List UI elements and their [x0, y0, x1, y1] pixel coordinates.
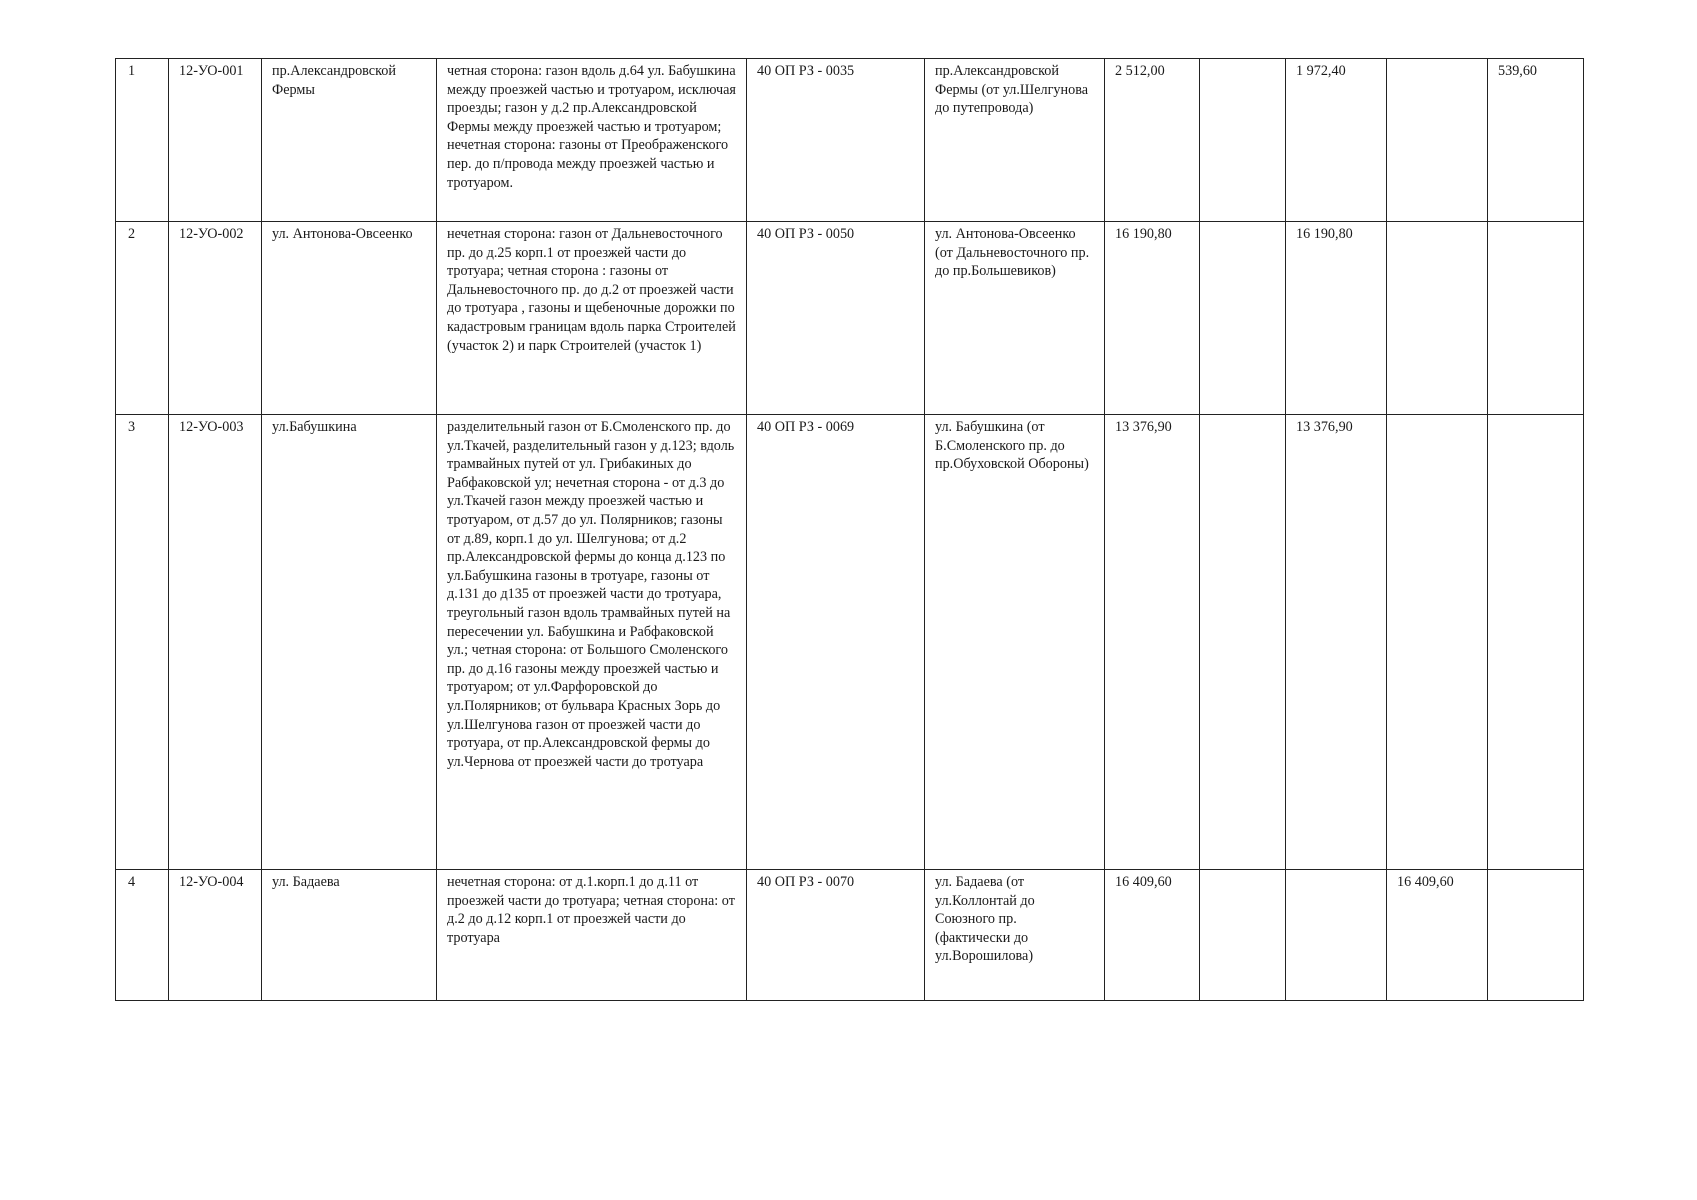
value-cell-col8 [1200, 870, 1286, 1001]
street-name-cell: ул. Антонова-Овсеенко [262, 222, 437, 415]
street-name-cell: пр.Александровской Фермы [262, 59, 437, 222]
road-id-cell: 40 ОП РЗ - 0069 [747, 415, 925, 870]
total-area-cell: 16 409,60 [1105, 870, 1200, 1001]
value-cell-col9: 1 972,40 [1286, 59, 1387, 222]
value-cell-col9: 16 190,80 [1286, 222, 1387, 415]
value-cell-col10: 16 409,60 [1387, 870, 1488, 1001]
row-number-cell: 4 [116, 870, 169, 1001]
road-id-cell: 40 ОП РЗ - 0050 [747, 222, 925, 415]
road-name-cell: ул. Бадаева (от ул.Коллонтай до Союзного пр. (фактически до ул.Ворошилова) [925, 870, 1105, 1001]
object-code-cell: 12-УО-001 [169, 59, 262, 222]
road-name-cell: пр.Александровской Фермы (от ул.Шелгунова до путепровода) [925, 59, 1105, 222]
object-code-cell: 12-УО-004 [169, 870, 262, 1001]
total-area-cell: 16 190,80 [1105, 222, 1200, 415]
value-cell-col10 [1387, 59, 1488, 222]
table-row [116, 870, 1584, 1001]
road-name-cell: ул. Антонова-Овсеенко (от Дальневосточного пр. до пр.Большевиков) [925, 222, 1105, 415]
street-name-cell: ул. Бадаева [262, 870, 437, 1001]
value-cell-col9 [1286, 870, 1387, 1001]
area-description-cell: нечетная сторона: газон от Дальневосточного пр. до д.25 корп.1 от проезжей части до тротуара; четная сторона : газоны от Дальневосточного пр. до д.2 от проезжей части до тротуара , газоны и щебеночные дорожки по кадастровым границам вдоль парка Строителей (участок 2) и парк Строителей (участок 1) [437, 222, 747, 415]
value-cell-col9: 13 376,90 [1286, 415, 1387, 870]
document-page [115, 58, 1583, 1001]
green-zones-table [115, 58, 1584, 1001]
value-cell-col11 [1488, 870, 1584, 1001]
table-row [116, 222, 1584, 415]
area-description-cell: нечетная сторона: от д.1.корп.1 до д.11 от проезжей части до тротуара; четная сторона: от д.2 до д.12 корп.1 от проезжей части до тротуара [437, 870, 747, 1001]
value-cell-col11: 539,60 [1488, 59, 1584, 222]
road-name-cell: ул. Бабушкина (от Б.Смоленского пр. до пр.Обуховской Обороны) [925, 415, 1105, 870]
value-cell-col8 [1200, 59, 1286, 222]
total-area-cell: 2 512,00 [1105, 59, 1200, 222]
value-cell-col11 [1488, 222, 1584, 415]
row-number-cell: 3 [116, 415, 169, 870]
object-code-cell: 12-УО-002 [169, 222, 262, 415]
table-row [116, 415, 1584, 870]
area-description-cell: разделительный газон от Б.Смоленского пр. до ул.Ткачей, разделительный газон у д.123; вдоль трамвайных путей от ул. Грибакиных до Рабфаковской ул; нечетная сторона - от д.3 до ул.Ткачей газон между проезжей частью и тротуаром, от д.57 до ул. Полярников; газоны от д.89, корп.1 до ул. Шелгунова; от д.2 пр.Александровской фермы до конца д.123 по ул.Бабушкина газоны в тротуаре, газоны от д.131 до д135 от проезжей части до тротуара, треугольный газон вдоль трамвайных путей на пересечении ул. Бабушкина и Рабфаковской ул.; четная сторона: от Большого Смоленского пр. до д.16 газоны между проезжей частью и тротуаром; от ул.Фарфоровской до ул.Полярников; от бульвара Красных Зорь до ул.Шелгунова газон от проезжей части до тротуара, от пр.Александровской фермы до ул.Чернова от проезжей части до тротуара [437, 415, 747, 870]
value-cell-col10 [1387, 222, 1488, 415]
total-area-cell: 13 376,90 [1105, 415, 1200, 870]
table-row [116, 59, 1584, 222]
value-cell-col8 [1200, 222, 1286, 415]
value-cell-col8 [1200, 415, 1286, 870]
street-name-cell: ул.Бабушкина [262, 415, 437, 870]
road-id-cell: 40 ОП РЗ - 0070 [747, 870, 925, 1001]
object-code-cell: 12-УО-003 [169, 415, 262, 870]
value-cell-col11 [1488, 415, 1584, 870]
row-number-cell: 2 [116, 222, 169, 415]
row-number-cell: 1 [116, 59, 169, 222]
value-cell-col10 [1387, 415, 1488, 870]
road-id-cell: 40 ОП РЗ - 0035 [747, 59, 925, 222]
area-description-cell: четная сторона: газон вдоль д.64 ул. Бабушкина между проезжей частью и тротуаром, исключая проезды; газон у д.2 пр.Александровской Фермы между проезжей частью и тротуаром; нечетная сторона: газоны от Преображенского пер. до п/провода между проезжей частью и тротуаром. [437, 59, 747, 222]
